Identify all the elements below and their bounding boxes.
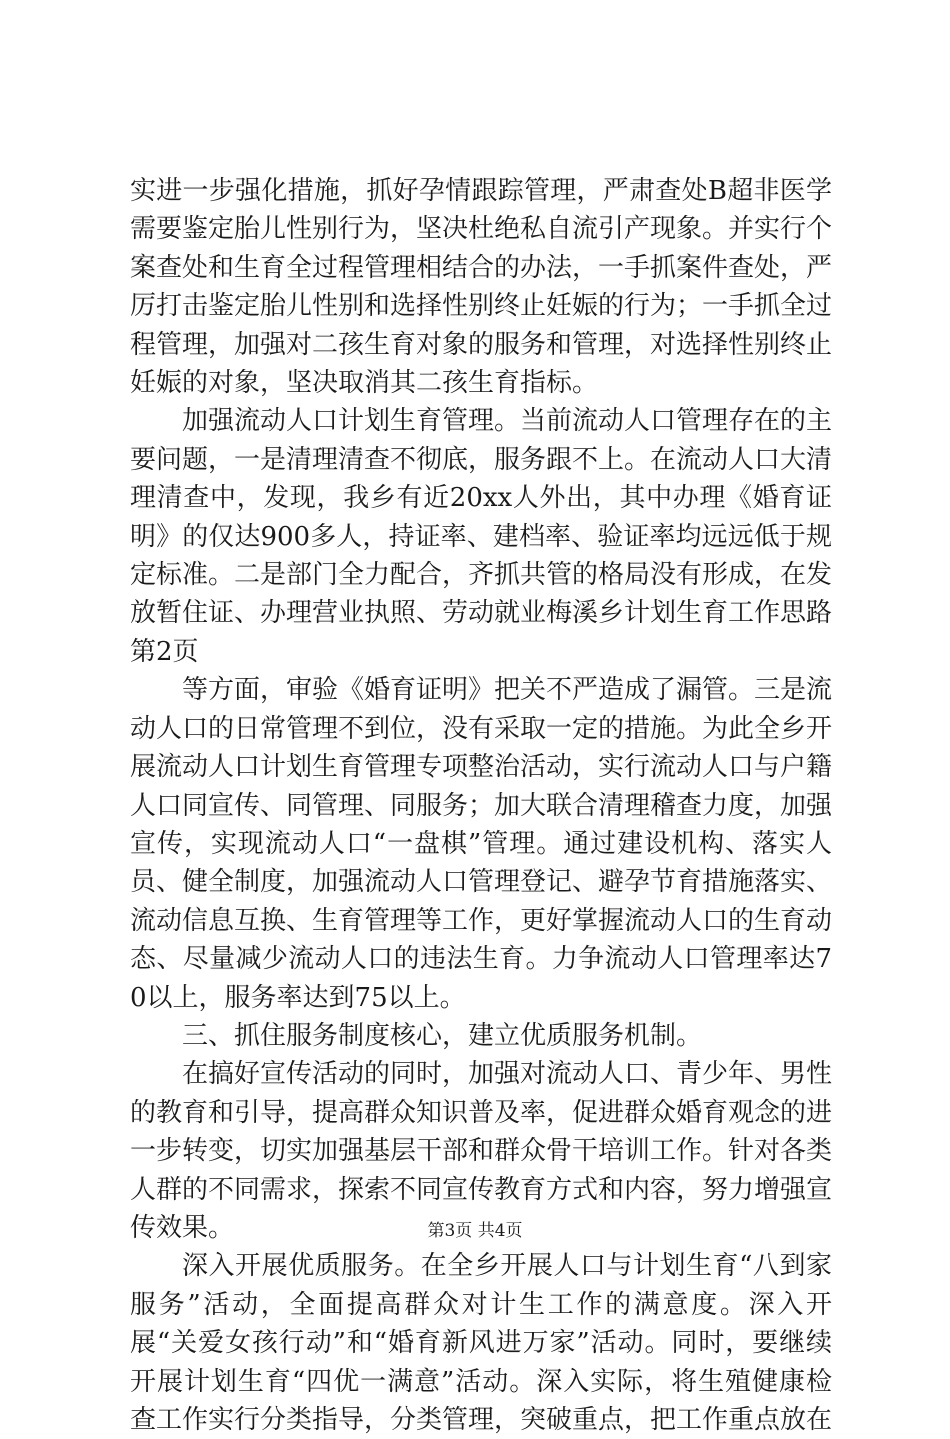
document-body — [130, 172, 832, 1439]
paragraph-3: 等方面，审验《婚育证明》把关不严造成了漏管。三是流动人口的日常管理不到位，没有采取一定的措施。为此全乡开展流动人口计划生育管理专项整治活动，实行流动人口与户籍人口同宣传、同管理、同服务；加大联合清理稽查力度，加强宣传，实现流动人口“一盘棋”管理。通过建设机构、落实人员、健全制度，加强流动人口管理登记、避孕节育措施落实、流动信息互换、生育管理等工作，更好掌握流动人口的生育动态、尽量减少流动人口的违法生育。力争流动人口管理率达70以上，服务率达到75以上。 — [130, 675, 833, 1013]
paragraph-2: 加强流动人口计划生育管理。当前流动人口管理存在的主要问题，一是清理清查不彻底，服务跟不上。在流动人口大清理清查中，发现，我乡有近20xx人外出，其中办理《婚育证明》的仅达900多人，持证率、建档率、验证率均远远低于规定标准。二是部门全力配合，齐抓共管的格局没有形成，在发放暂住证、办理营业执照、劳动就业梅溪乡计划生育工作思路第2页 — [130, 406, 833, 667]
paragraph-5: 在搞好宣传活动的同时，加强对流动人口、青少年、男性的教育和引导，提高群众知识普及率，促进群众婚育观念的进一步转变，切实加强基层干部和群众骨干培训工作。针对各类人群的不同需求，探索不同宣传教育方式和内容，努力增强宣传效果。 — [130, 1059, 833, 1243]
page-footer: 第3页 共4页 — [427, 1221, 523, 1241]
paragraph-1: 实进一步强化措施，抓好孕情跟踪管理，严肃查处B超非医学需要鉴定胎儿性别行为，坚决杜绝私自流引产现象。并实行个案查处和生育全过程管理相结合的办法，一手抓案件查处，严厉打击鉴定胎儿性别和选择性别终止妊娠的行为；一手抓全过程管理，加强对二孩生育对象的服务和管理，对选择性别终止妊娠的对象，坚决取消其二孩生育指标。 — [130, 176, 833, 399]
paragraph-6: 深入开展优质服务。在全乡开展人口与计划生育“八到家服务”活动，全面提高群众对计生工作的满意度。深入开展“关爱女孩行动”和“婚育新风进万家”活动。同时，要继续开展计划生育“四优一满意”活动。深入实际，将生殖健康检查工作实行分类指导，分类管理，突破重点，把工作重点放在 — [130, 1251, 833, 1435]
paragraph-4-heading: 三、抓住服务制度核心，建立优质服务机制。 — [182, 1020, 703, 1051]
